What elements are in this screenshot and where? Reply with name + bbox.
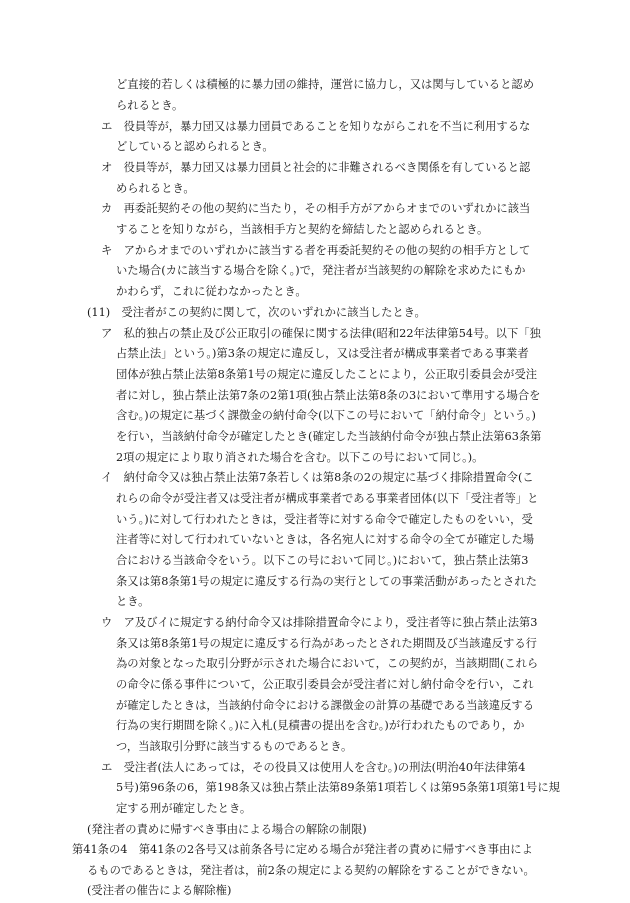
article-text: 第41条の4 第41条の2各号又は前条各号に定める場合が発注者の責めに帰すべき事由によ bbox=[72, 843, 533, 856]
text-line: 条又は第8条第1号の規定に違反する行為の実行としての事業活動があったとされた bbox=[116, 575, 537, 588]
text-line: められるとき。 bbox=[116, 182, 195, 195]
text-line: 団体が独占禁止法第8条第1号の規定に違反したことにより，公正取引委員会が受注 bbox=[116, 368, 538, 381]
text-line: 含む。)の規定に基づく課徴金の納付命令(以下この号において「納付命令」という。) bbox=[116, 409, 536, 422]
text-line: 2項の規定により取り消された場合を含む。以下この号において同じ。)。 bbox=[116, 451, 484, 464]
text-line: 合における当該命令をいう。以下この号において同じ。)において，独占禁止法第3 bbox=[116, 554, 529, 567]
text-line: 条又は第8条第1号の規定に違反する行為があったとされた期間及び当該違反する行 bbox=[116, 637, 537, 650]
text-line: ア 私的独占の禁止及び公正取引の確保に関する法律(昭和22年法律第54号。以下「独 bbox=[101, 327, 541, 340]
text-line: いう。)に対して行われたときは，受注者等に対する命令で確定したものをいい，受 bbox=[116, 513, 533, 526]
text-line: 注者等に対して行われていないときは，各名宛人に対する命令の全てが確定した場 bbox=[116, 533, 534, 546]
text-line: カ 再委託契約その他の契約に当たり，その相手方がアからオまでのいずれかに該当 bbox=[101, 202, 531, 215]
text-line: オ 役員等が，暴力団又は暴力団員と社会的に非難されるべき関係を有していると認 bbox=[101, 161, 531, 174]
article-text: るものであるときは，発注者は，前2条の規定による契約の解除をすることができない。 bbox=[87, 864, 535, 877]
text-line: られるとき。 bbox=[116, 99, 184, 112]
text-line: 為の対象となった取引分野が示された場合において，この契約が，当該期間(これら bbox=[116, 657, 539, 670]
text-line: かわらず，これに従わなかったとき。 bbox=[116, 285, 307, 298]
text-line: (11) 受注者がこの契約に関して，次のいずれかに該当したとき。 bbox=[87, 306, 426, 319]
text-line: 占禁止法」という。)第3条の規定に違反し，又は受注者が構成事業者である事業者 bbox=[116, 347, 529, 360]
text-line: エ 受注者(法人にあっては，その役員又は使用人を含む。)の刑法(明治40年法律第4 bbox=[101, 761, 526, 774]
text-line: いた場合(カに該当する場合を除く。)で，発注者が当該契約の解除を求めたにもか bbox=[116, 264, 526, 277]
text-line: つ，当該取引分野に該当するものであるとき。 bbox=[116, 740, 353, 753]
text-line: キ アからオまでのいずれかに該当する者を再委託契約その他の契約の相手方として bbox=[101, 244, 531, 257]
text-line: どしていると認められるとき。 bbox=[116, 140, 274, 153]
section-heading: (受注者の催告による解除権) bbox=[87, 884, 232, 897]
text-line: を行い，当該納付命令が確定したとき(確定した当該納付命令が独占禁止法第63条第 bbox=[116, 430, 542, 443]
text-line: れらの命令が受注者又は受注者が構成事業者である事業者団体(以下「受注者等」と bbox=[116, 492, 539, 505]
text-line: が確定したときは，当該納付命令における課徴金の計算の基礎である当該違反する bbox=[116, 699, 534, 712]
section-heading: (発注者の責めに帰すべき事由による場合の解除の制限) bbox=[87, 823, 367, 836]
text-line: とき。 bbox=[116, 595, 150, 608]
text-line: ど直接的若しくは積極的に暴力団の維持，運営に協力し，又は関与していると認め bbox=[116, 78, 534, 91]
text-line: ウ ア及びイに規定する納付命令又は排除措置命令により，受注者等に独占禁止法第3 bbox=[101, 616, 538, 629]
text-line: 行為の実行期間を除く。)に入札(見積書の提出を含む。)が行われたものであり，か bbox=[116, 719, 525, 732]
text-line: エ 役員等が，暴力団又は暴力団員であることを知りながらこれを不当に利用するな bbox=[101, 120, 531, 133]
text-line: 者に対し，独占禁止法第7条の2第1項(独占禁止法第8条の3において準用する場合を bbox=[116, 389, 541, 402]
text-line: イ 納付命令又は独占禁止法第7条若しくは第8条の2の規定に基づく排除措置命令(こ bbox=[101, 471, 534, 484]
text-line: することを知りながら，当該相手方と契約を締結したと認められるとき。 bbox=[116, 223, 489, 236]
text-line: 定する刑が確定したとき。 bbox=[116, 802, 252, 815]
text-line: 5号)第96条の6，第198条又は独占禁止法第89条第1項若しくは第95条第1項第1号に規 bbox=[116, 781, 560, 794]
text-line: の命令に係る事件について，公正取引委員会が受注者に対し納付命令を行い，これ bbox=[116, 678, 534, 691]
